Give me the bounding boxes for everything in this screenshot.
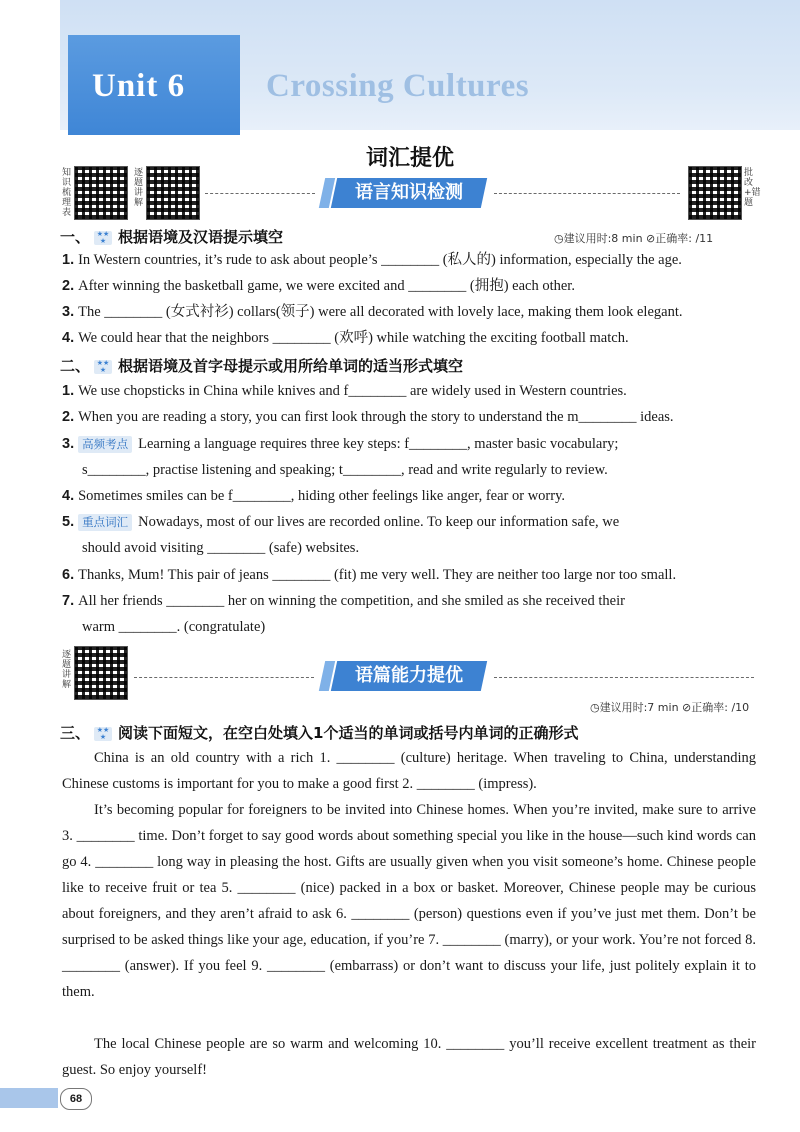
part2-item-1: 1. We use chopsticks in China while knives and f________ are widely used in Western countries. (62, 383, 627, 399)
ribbon-discourse: 语篇能力提优 (331, 661, 487, 691)
part1-item-1: 1. In Western countries, it’s rude to ask about people’s ________ (私人的) information, especially the age. (62, 252, 682, 268)
part2-item-4: 4. Sometimes smiles can be f________, hiding other feelings like anger, fear or worry. (62, 488, 566, 504)
part1-title: 根据语境及汉语提示填空 (118, 228, 284, 246)
qr-label-bottom: 逐题讲解 (62, 650, 72, 690)
unit-title: Crossing Cultures (266, 68, 530, 104)
page-number: 68 (60, 1088, 92, 1110)
part2-title: 根据语境及首字母提示或用所给单词的适当形式填空 (118, 357, 464, 375)
part2-item-3-cont: s________, practise listening and speaking; t________, read and write regularly to review. (82, 462, 608, 478)
part2-item-7-cont: warm ________. (congratulate) (82, 619, 266, 635)
part2-number: 二、 (60, 357, 91, 375)
qr-label-right: 批改+错题 (744, 168, 761, 208)
part1-item-4: 4. We could hear that the neighbors ________ (欢呼) while watching the exciting football match. (62, 330, 629, 346)
tag-badge: 重点词汇 (78, 514, 132, 531)
difficulty-stars-icon: ★★ ★ (94, 231, 112, 245)
difficulty-stars-icon: ★★ ★ (94, 360, 112, 374)
part1-item-3: 3. The ________ (女式衬衫) collars(领子) were all decorated with lovely lace, making them look elegant. (62, 304, 683, 320)
part2-item-6: 6. Thanks, Mum! This pair of jeans ________ (fit) me very well. They are neither too large nor too small. (62, 567, 677, 583)
divider (494, 677, 754, 678)
passage-paragraph-1: China is an old country with a rich 1. ________ (culture) heritage. When traveling to China, understanding Chinese customs is important for you to make a good first 2. ________ (impress). (62, 750, 756, 792)
qr-label-left1: 知识梳理表 (62, 168, 72, 218)
part2-item-7: 7. All her friends ________ her on winning the competition, and she smiled as she received their (62, 593, 625, 609)
part1-meta: ◷建议用时:8 min ⊘正确率: /11 (554, 232, 714, 245)
difficulty-stars-icon: ★★ ★ (94, 727, 112, 741)
ribbon-language-check: 语言知识检测 (331, 178, 487, 208)
passage-paragraph-2: It’s becoming popular for foreigners to be invited into Chinese homes. When you’re invited, make sure to arrive 3. ________ time. Don’t forget to say good words about something special you like in the house—such kind words can go 4. ________ long way in pleasing the host. Gifts are usually given when you visit someone’s home. Chinese people like to receive fruit or tea 5. ________ (nice) packed in a box or basket. Moreover, Chinese people may be curious about foreigners, and they aren’t afraid to ask 6. ________ (person) questions even if you’ve just met them. Don’t be surprised to be asked things like your age, education, if you’re 7. ________ (marry), or your work. You’re not forced 8. ________ (answer). If you feel 9. ________ (embarrass) or don’t want to discuss your life, just politely explain it to them. (62, 802, 756, 1000)
part2-item-5: 5. 重点词汇 Nowadays, most of our lives are recorded online. To keep our information safe, we (62, 514, 620, 530)
divider (205, 193, 315, 194)
page-tab (0, 1088, 58, 1108)
part2-item-2: 2. When you are reading a story, you can first look through the story to understand the m________ ideas. (62, 409, 674, 425)
passage-paragraph-3: The local Chinese people are so warm and welcoming 10. ________ you’ll receive excellent treatment as their guest. So enjoy yourself! (62, 1036, 756, 1078)
part1-heading (60, 226, 283, 247)
part3-number: 三、 (60, 724, 91, 742)
divider (134, 677, 314, 678)
qr-code-icon[interactable] (146, 166, 200, 220)
part2-item-3: 3. 高频考点 Learning a language requires three key steps: f________, master basic vocabulary; (62, 436, 619, 452)
qr-code-icon[interactable] (74, 646, 128, 700)
part2-item-5-cont: should avoid visiting ________ (safe) websites. (82, 540, 360, 556)
unit-label: Unit 6 (92, 68, 186, 104)
qr-code-icon[interactable] (74, 166, 128, 220)
qr-label-left2: 逐题讲解 (134, 168, 144, 208)
section-title: 词汇提优 (365, 146, 454, 171)
divider (494, 193, 680, 194)
part3-meta: ◷建议用时:7 min ⊘正确率: /10 (590, 701, 750, 714)
part2-heading (60, 355, 463, 376)
tag-badge: 高频考点 (78, 436, 132, 453)
qr-code-icon[interactable] (688, 166, 742, 220)
part1-number: 一、 (60, 228, 91, 246)
part3-title: 阅读下面短文，在空白处填入1个适当的单词或括号内单词的正确形式 (118, 724, 579, 742)
part1-item-2: 2. After winning the basketball game, we were excited and ________ (拥抱) each other. (62, 278, 575, 294)
part3-heading (60, 722, 578, 743)
